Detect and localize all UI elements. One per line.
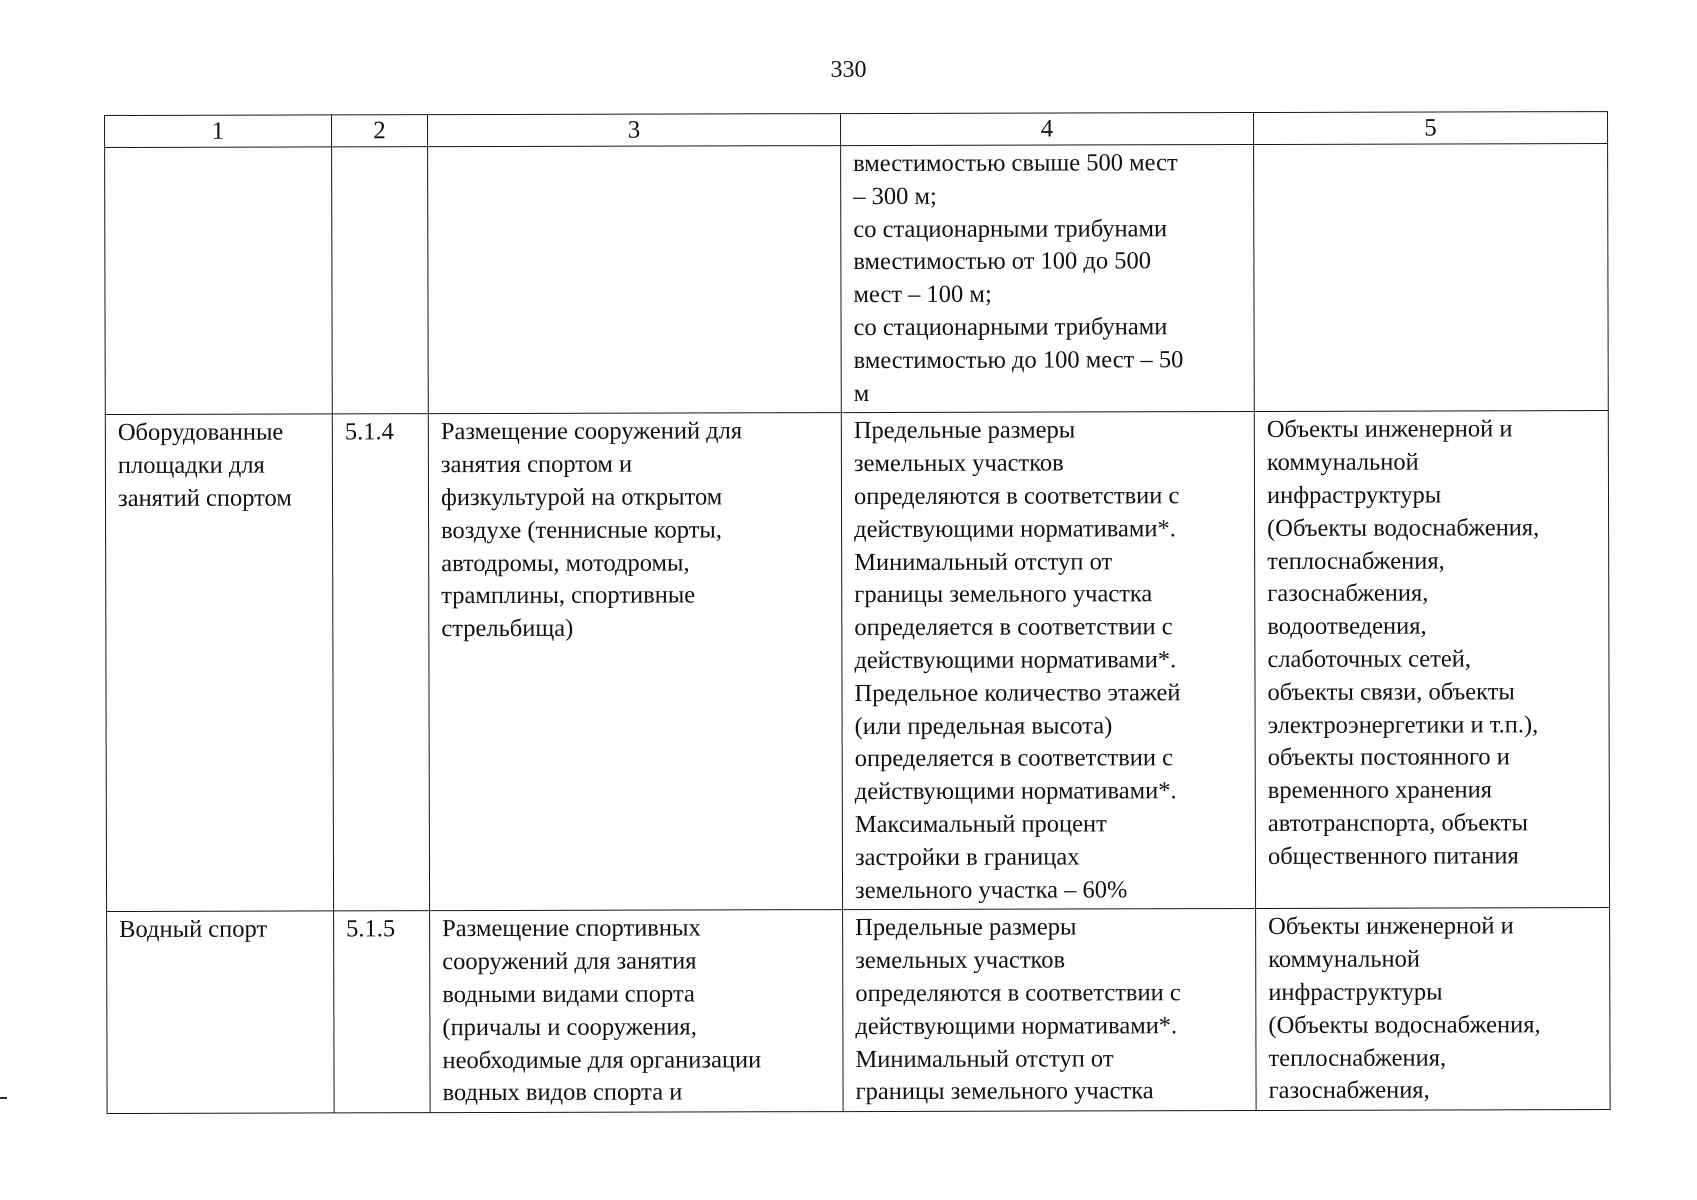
use-name-cell [105,147,333,415]
land-use-table [104,111,1611,1114]
use-description-cell [428,146,842,414]
column-header-5: 5 [1253,112,1607,145]
parameters-cell: Предельные размеры земельных участков определяются в соответствии с действующими нормативами*. Минимальный отступ от границы земельного участка [843,909,1257,1112]
auxiliary-uses-cell: Объекты инженерной и коммунальной инфраструктуры (Объекты водоснабжения, теплоснабжения, газоснабжения, водоотведения, слаботочных сетей, объекты связи, объекты электроэнергетики и т.п.), объекты постоянного и временного хранения автотранспорта, объекты общественного питания [1254,411,1609,909]
table-header-row [105,112,1608,148]
parameters-cell: вместимостью свыше 500 мест – 300 м; со стационарными трибунами вместимостью от 100 до 500 мест – 100 м; со стационарными трибунами вместимостью до 100 мест – 50 м [841,144,1255,412]
use-code-cell: 5.1.5 [334,911,431,1113]
column-header-3: 3 [428,114,841,147]
use-description-cell: Размещение сооружений для занятия спортом и физкультурой на открытом воздухе (теннисные корты, автодромы, мотодромы, трамплины, спортивные стрельбища) [428,413,842,911]
column-header-4: 4 [840,112,1253,145]
margin-mark [0,1097,7,1099]
table-row [105,144,1609,415]
auxiliary-uses-cell: Объекты инженерной и коммунальной инфраструктуры (Объекты водоснабжения, теплоснабжения, газоснабжения, [1256,908,1611,1111]
use-name-cell: Водный спорт [107,911,335,1113]
table-row [107,908,1611,1114]
parameters-cell: Предельные размеры земельных участков определяются в соответствии с действующими нормативами*. Минимальный отступ от границы земельного участка определяется в соответствии с действующими нормативами*. Предельное количество этажей (или предельная высота) определяется в соответствии с действующими нормативами*. Максимальный процент застройки в границах земельного участка – 60% [841,412,1255,910]
auxiliary-uses-cell [1254,144,1609,412]
use-code-cell: 5.1.4 [332,414,429,911]
page-number: 330 [830,57,867,83]
table-row [105,411,1609,912]
use-description-cell: Размещение спортивных сооружений для занятия водными видами спорта (причалы и сооружения, необходимые для организации водных видов спорта и [430,910,844,1113]
column-header-1: 1 [105,115,332,148]
use-code-cell [332,147,429,415]
use-name-cell: Оборудованные площадки для занятий спортом [105,414,333,912]
column-header-2: 2 [332,115,428,147]
